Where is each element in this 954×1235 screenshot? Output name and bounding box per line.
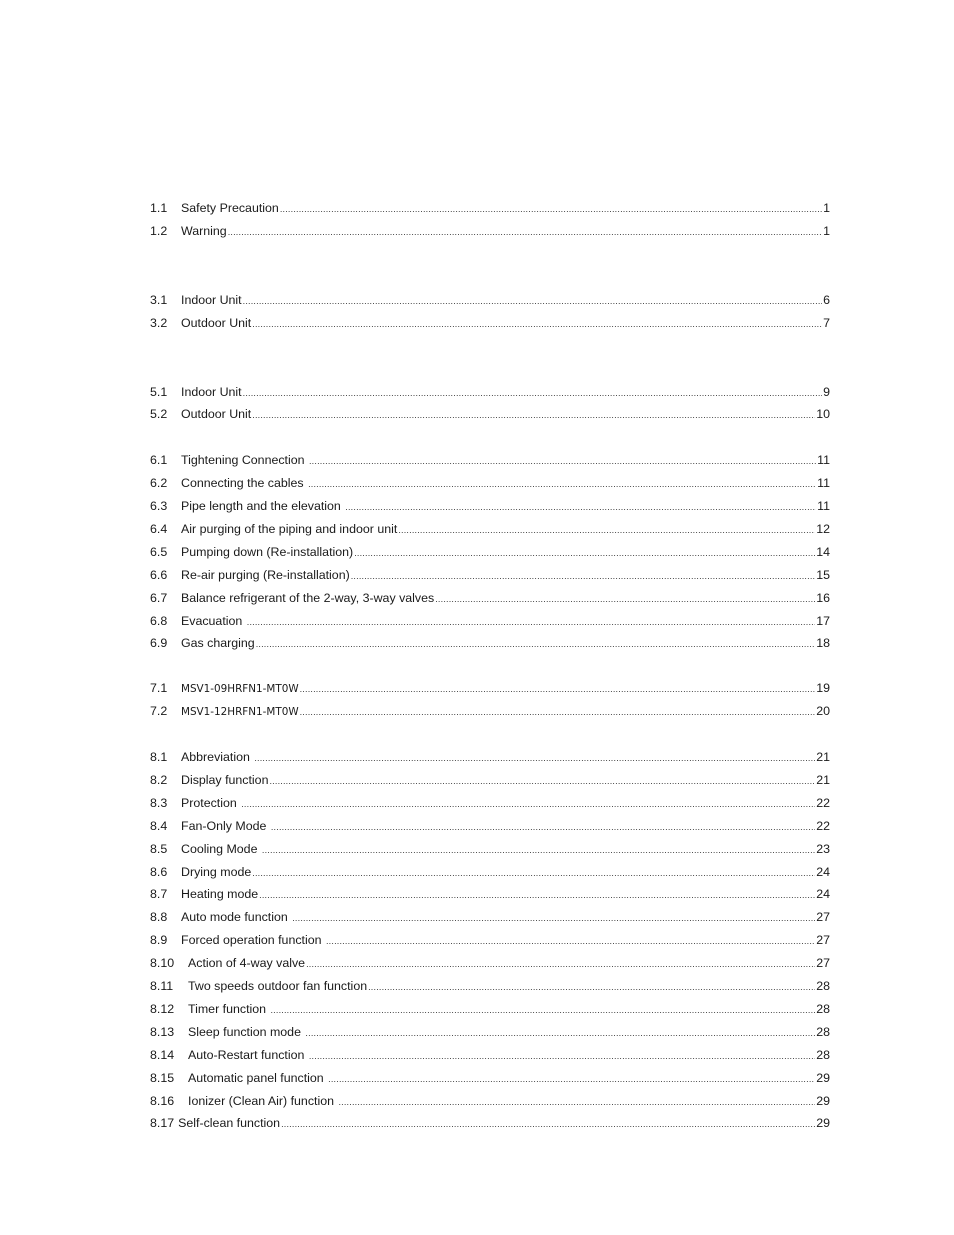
toc-entry-number: 6.7 (150, 590, 168, 605)
toc-entry-title: Tightening Connection (181, 453, 308, 468)
toc-entry-title: Re-air purging (Re-installation) (181, 567, 350, 582)
toc-entry-number: 7.1 (150, 681, 168, 696)
toc-dot-leader (262, 839, 815, 862)
toc-entry-number: 8.4 (150, 818, 168, 833)
toc-entry-number: 1.1 (150, 201, 168, 215)
toc-dot-leader (338, 1091, 815, 1114)
toc-entry[interactable] (150, 1044, 830, 1067)
toc-dot-leader (241, 793, 815, 816)
toc-entry-title: Indoor Unit (181, 292, 242, 307)
toc-section (150, 677, 830, 723)
toc-entry-number: 8.16 (150, 1093, 175, 1108)
toc-entry[interactable] (150, 1067, 830, 1090)
toc-entry-page-number: 28 (816, 1024, 830, 1039)
toc-dot-leader (270, 999, 815, 1022)
toc-entry[interactable] (150, 541, 830, 564)
toc-entry-number: 8.9 (150, 933, 168, 948)
toc-entry-page-number: 19 (816, 681, 830, 696)
toc-entry-number: 8.11 (150, 979, 174, 994)
toc-dot-leader (269, 770, 815, 793)
toc-entry-number: 5.1 (150, 384, 168, 399)
toc-entry-page-number: 11 (817, 499, 830, 514)
toc-dot-leader (271, 816, 815, 839)
toc-entry-page-number: 16 (816, 590, 830, 605)
toc-entry-title: Two speeds outdoor fan function (188, 979, 368, 994)
toc-entry-title: Warning (181, 223, 227, 238)
toc-dot-leader (328, 1068, 815, 1091)
toc-entry-title: Protection (181, 795, 241, 810)
toc-entry-title: Action of 4-way valve (188, 956, 306, 971)
toc-entry-number: 1.2 (150, 223, 168, 238)
toc-entry-number: 8.6 (150, 864, 168, 879)
toc-entry[interactable] (150, 610, 830, 633)
toc-dot-leader (309, 450, 816, 473)
toc-entry[interactable] (150, 518, 830, 541)
toc-entry-title: Auto mode function (181, 910, 292, 925)
toc-dot-leader (252, 862, 815, 885)
toc-entry-number: 8.12 (150, 1001, 175, 1016)
toc-entry-page-number: 22 (816, 818, 830, 833)
toc-entry-number: 3.2 (150, 315, 168, 330)
toc-entry[interactable] (150, 220, 830, 243)
toc-entry-number: 8.13 (150, 1024, 175, 1039)
toc-dot-leader (368, 976, 815, 999)
toc-entry-page-number: 24 (816, 864, 830, 879)
toc-entry-title: Abbreviation (181, 750, 254, 765)
toc-entry-number: 6.8 (150, 613, 168, 628)
toc-entry-page-number: 17 (816, 613, 830, 628)
toc-entry[interactable] (150, 564, 830, 587)
toc-entry-page-number: 29 (816, 1116, 830, 1131)
toc-entry-number: 8.8 (150, 910, 168, 925)
toc-entry[interactable] (150, 746, 830, 769)
toc-entry-number: 6.9 (150, 636, 168, 651)
toc-entry-page-number: 22 (816, 795, 830, 810)
toc-entry-page-number: 15 (816, 567, 830, 582)
toc-entry[interactable] (150, 632, 830, 655)
toc-entry[interactable] (150, 1112, 830, 1135)
toc-entry-title: Auto-Restart function (188, 1047, 308, 1062)
toc-dot-leader (305, 1022, 815, 1045)
toc-dot-leader (252, 404, 815, 427)
toc-entry-title: Outdoor Unit (181, 407, 252, 422)
toc-dot-leader (228, 221, 822, 244)
toc-entry-title: Forced operation function (181, 933, 325, 948)
toc-dot-leader (243, 290, 822, 313)
toc-entry-page-number: 1 (823, 223, 830, 238)
toc-entry-title: Self-clean function (178, 1116, 281, 1131)
toc-entry-title: Air purging of the piping and indoor unit (181, 522, 398, 537)
toc-entry[interactable] (150, 677, 830, 700)
toc-dot-leader (326, 930, 815, 953)
toc-entry-title: Fan-Only Mode (181, 818, 270, 833)
toc-entry-title: MSV1-12HRFN1-MT0W (181, 706, 299, 719)
toc-dot-leader (345, 496, 816, 519)
toc-dot-leader (351, 565, 815, 588)
toc-entry-page-number: 10 (816, 407, 830, 422)
toc-entry-page-number: 29 (816, 1093, 830, 1108)
toc-entry-number: 6.4 (150, 522, 168, 537)
toc-entry-number: 6.6 (150, 567, 168, 582)
toc-entry-title: Evacuation (181, 613, 246, 628)
toc-entry-page-number: 27 (816, 956, 830, 971)
toc-entry-page-number: 21 (816, 750, 830, 765)
toc-dot-leader (256, 633, 816, 656)
toc-dot-leader (309, 1045, 815, 1068)
toc-entry[interactable] (150, 769, 830, 792)
toc-section (150, 381, 830, 427)
toc-entry-title: Heating mode (181, 887, 259, 902)
toc-entry[interactable] (150, 587, 830, 610)
toc-entry-title: Timer function (188, 1001, 270, 1016)
toc-dot-leader (308, 473, 816, 496)
toc-entry-number: 8.14 (150, 1047, 175, 1062)
toc-entry[interactable] (150, 403, 830, 426)
toc-dot-leader (254, 747, 815, 770)
toc-dot-leader (300, 701, 816, 724)
toc-entry-page-number: 21 (816, 773, 830, 788)
toc-entry-page-number: 24 (816, 887, 830, 902)
toc-entry[interactable] (150, 998, 830, 1021)
toc-entry-page-number: 6 (823, 292, 830, 307)
toc-entry-page-number: 27 (816, 933, 830, 948)
toc-entry-number: 3.1 (150, 292, 168, 307)
toc-entry-number: 6.5 (150, 544, 168, 559)
toc-entry[interactable] (150, 381, 830, 404)
toc-section (150, 449, 830, 655)
toc-dot-leader (292, 907, 815, 930)
toc-entry-title: Display function (181, 773, 269, 788)
toc-entry-page-number: 18 (816, 636, 830, 651)
toc-dot-leader (354, 542, 815, 565)
toc-entry-page-number: 28 (816, 1001, 830, 1016)
toc-entry-page-number: 29 (816, 1070, 830, 1085)
toc-entry[interactable] (150, 495, 830, 518)
toc-entry-page-number: 11 (817, 476, 830, 491)
toc-entry-title: Pipe length and the elevation (181, 499, 345, 514)
toc-entry[interactable] (150, 883, 830, 906)
toc-entry-title: Indoor Unit (181, 384, 242, 399)
toc-entry-number: 6.1 (150, 453, 168, 468)
toc-entry-number: 5.2 (150, 407, 168, 422)
toc-entry[interactable] (150, 472, 830, 495)
toc-dot-leader (300, 678, 816, 701)
toc-dot-leader (243, 382, 822, 405)
toc-entry-number: 6.3 (150, 499, 168, 514)
toc-entry-title: Connecting the cables (181, 476, 308, 491)
toc-entry-page-number: 1 (823, 201, 830, 215)
toc-entry-number: 8.7 (150, 887, 168, 902)
toc-entry[interactable] (150, 289, 830, 312)
toc-entry[interactable] (150, 197, 830, 220)
toc-entry-number: 8.15 (150, 1070, 175, 1085)
toc-entry-page-number: 7 (823, 315, 830, 330)
toc-entry-number: 8.10 (150, 956, 175, 971)
toc-entry-page-number: 23 (816, 841, 830, 856)
toc-entry-page-number: 12 (816, 522, 830, 537)
toc-entry-title: Balance refrigerant of the 2-way, 3-way valves (181, 590, 435, 605)
toc-dot-leader (306, 953, 815, 976)
toc-entry[interactable] (150, 700, 830, 723)
toc-section (150, 746, 830, 1135)
toc-entry-number: 8.3 (150, 795, 168, 810)
toc-entry-page-number: 20 (816, 704, 830, 719)
toc-entry-page-number: 11 (817, 453, 830, 468)
toc-entry-title: Pumping down (Re-installation) (181, 544, 354, 559)
toc-entry[interactable] (150, 1021, 830, 1044)
table-of-contents (150, 197, 830, 1135)
toc-dot-leader (247, 611, 815, 634)
toc-entry[interactable] (150, 792, 830, 815)
toc-entry-title: Drying mode (181, 864, 252, 879)
toc-section (150, 197, 830, 243)
toc-entry-number: 8.17 (150, 1116, 175, 1131)
toc-entry-page-number: 14 (816, 544, 830, 559)
toc-entry[interactable] (150, 838, 830, 861)
toc-entry-page-number: 9 (823, 384, 830, 399)
toc-entry-number: 8.5 (150, 841, 168, 856)
toc-entry-title: MSV1-09HRFN1-MT0W (181, 683, 299, 696)
toc-entry-title: Safety Precaution (181, 201, 279, 215)
toc-entry-title: Automatic panel function (188, 1070, 328, 1085)
toc-entry[interactable] (150, 906, 830, 929)
toc-entry-title: Outdoor Unit (181, 315, 252, 330)
toc-entry-title: Cooling Mode (181, 841, 261, 856)
toc-entry[interactable] (150, 312, 830, 335)
toc-dot-leader (280, 198, 822, 221)
toc-entry-number: 6.2 (150, 476, 168, 491)
toc-dot-leader (398, 519, 815, 542)
toc-entry-title: Ionizer (Clean Air) function (188, 1093, 338, 1108)
toc-entry-page-number: 28 (816, 979, 830, 994)
toc-entry-title: Gas charging (181, 636, 255, 651)
toc-dot-leader (252, 313, 822, 336)
toc-section (150, 289, 830, 335)
toc-entry-number: 7.2 (150, 704, 168, 719)
toc-entry-page-number: 27 (816, 910, 830, 925)
toc-entry-page-number: 28 (816, 1047, 830, 1062)
toc-entry[interactable] (150, 815, 830, 838)
toc-entry[interactable] (150, 952, 830, 975)
toc-dot-leader (435, 588, 815, 611)
toc-entry[interactable] (150, 975, 830, 998)
toc-entry[interactable] (150, 1090, 830, 1113)
toc-entry[interactable] (150, 929, 830, 952)
toc-entry-title: Sleep function mode (188, 1024, 305, 1039)
toc-dot-leader (281, 1113, 815, 1136)
toc-entry-number: 8.2 (150, 773, 168, 788)
toc-entry[interactable] (150, 861, 830, 884)
toc-dot-leader (259, 884, 815, 907)
toc-entry[interactable] (150, 449, 830, 472)
toc-entry-number: 8.1 (150, 750, 168, 765)
